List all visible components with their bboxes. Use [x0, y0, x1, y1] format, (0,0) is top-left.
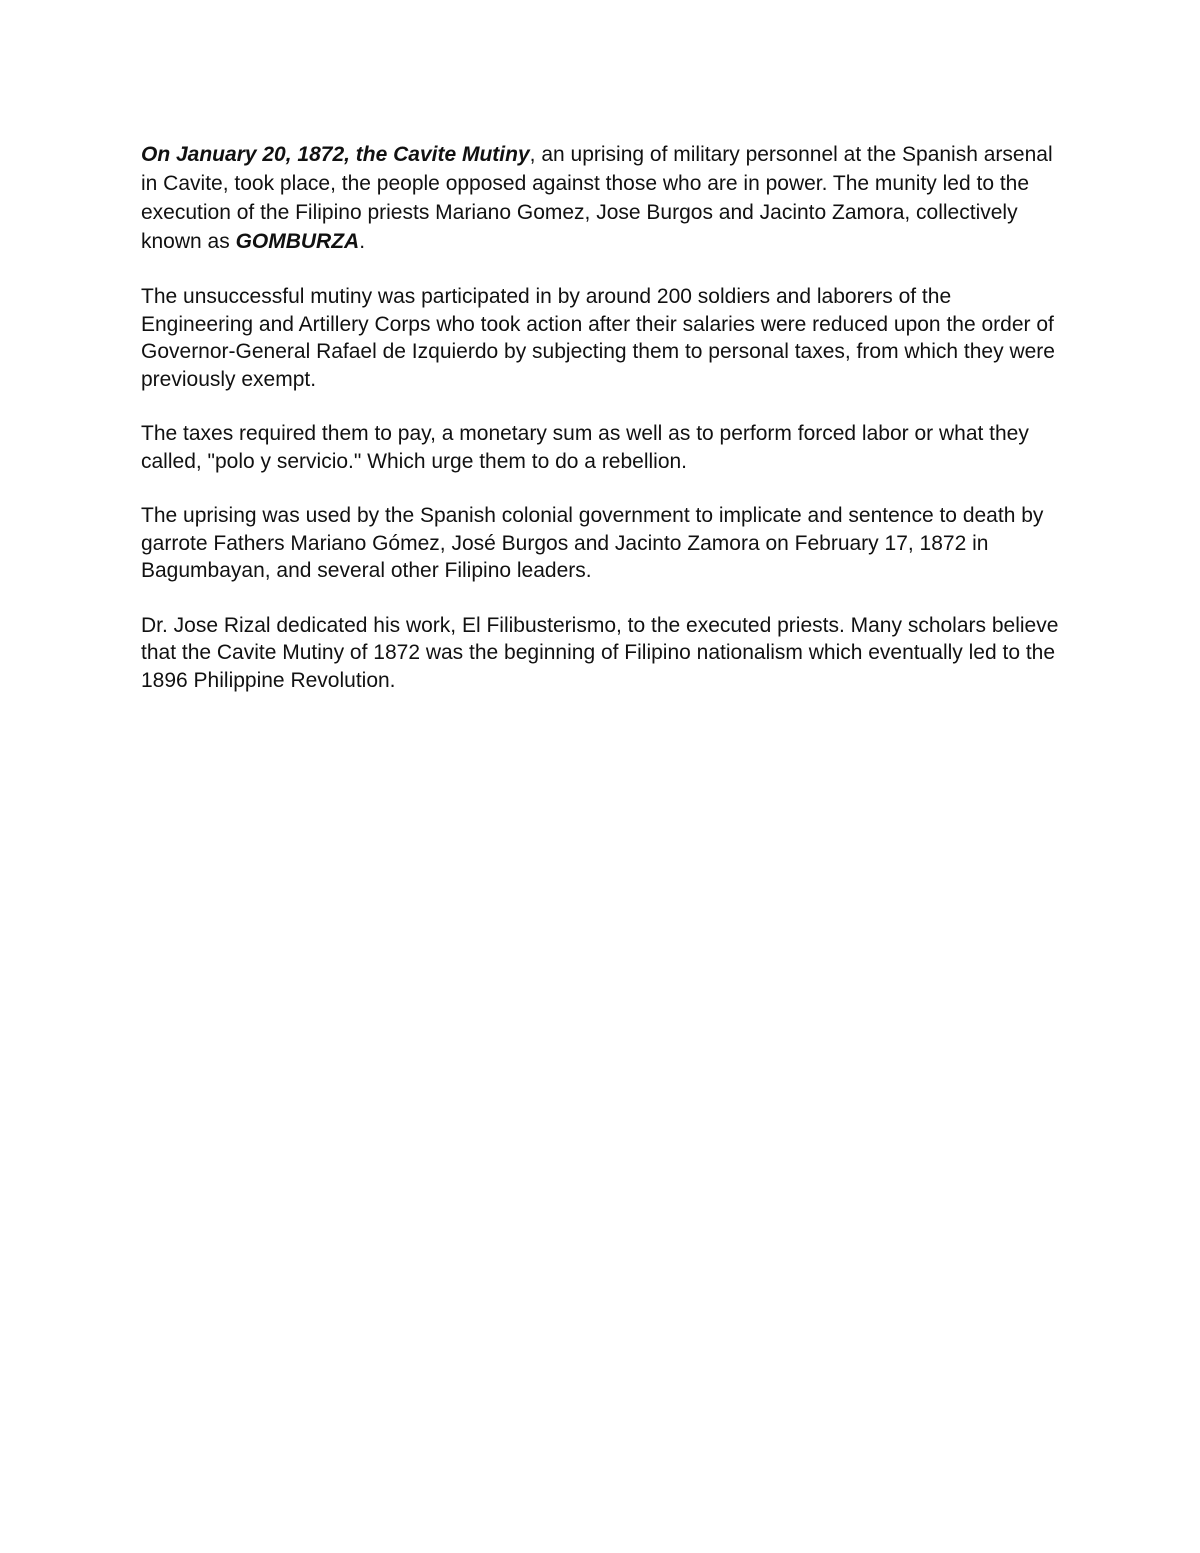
paragraph-execution: The uprising was used by the Spanish colonial government to implicate and sentence to death by garrote Fathers Mariano Gómez, José Burgos and Jacinto Zamora on February 17, 1872 in Bagumbayan, and several other Filipino leaders. — [141, 504, 1044, 582]
paragraph-taxes: The taxes required them to pay, a monetary sum as well as to perform forced labor or what they called, "polo y servicio." Which urge them to do a rebellion. — [141, 422, 1029, 473]
paragraph-intro — [141, 140, 1061, 256]
intro-end-text: . — [359, 230, 366, 253]
intro-lead-text: On January 20, 1872, the Cavite Mutiny — [141, 143, 530, 166]
paragraph-mutiny: The unsuccessful mutiny was participated in by around 200 soldiers and laborers of the Engineering and Artillery Corps who took action after their salaries were reduced upon the order of Governor-General Rafael de Izquierdo by subjecting them to personal taxes, from which they were previously exempt. — [141, 285, 1055, 391]
gomburza-term: GOMBURZA — [235, 230, 360, 253]
intro-body-text: , an uprising of military personnel at the Spanish arsenal in Cavite, took place, the people opposed against those who are in power. The munity led to the execution of the Filipino priests Mariano Gomez, Jose Burgos and Jacinto Zamora, collectively known as — [141, 143, 1053, 253]
document-body — [141, 140, 1061, 721]
paragraph-rizal: Dr. Jose Rizal dedicated his work, El Filibusterismo, to the executed priests. Many scholars believe that the Cavite Mutiny of 1872 was the beginning of Filipino nationalism which eventually led to the 1896 Philippine Revolution. — [141, 613, 1059, 692]
